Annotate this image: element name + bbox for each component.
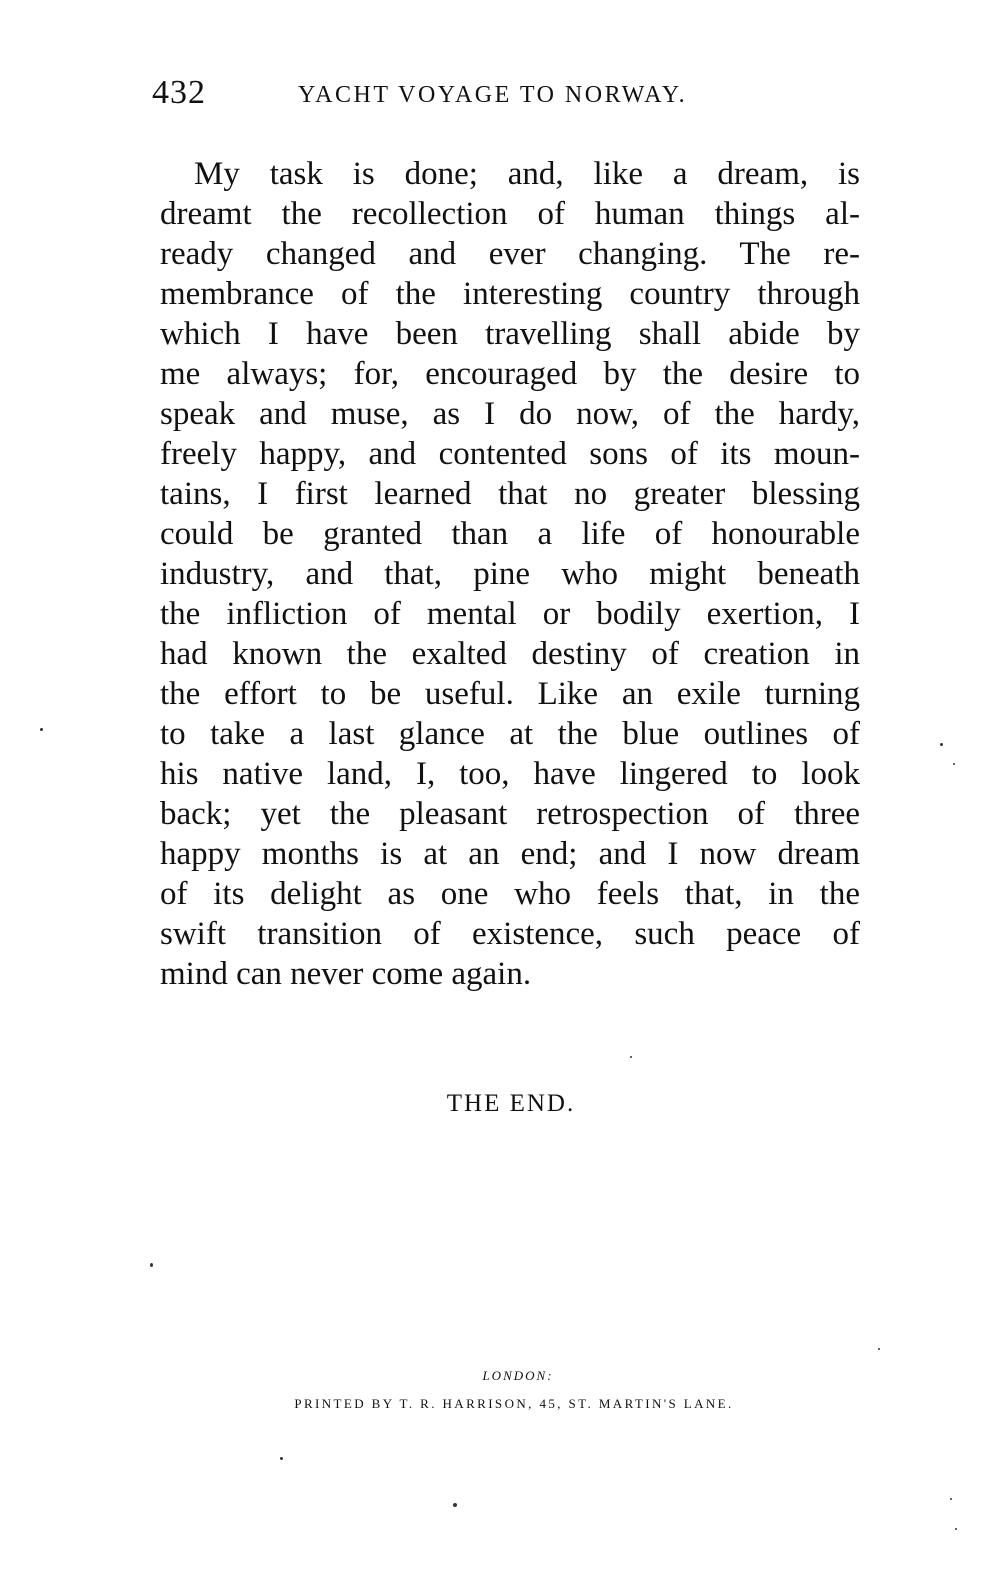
text-line: his native land, I, too, have lingered to look bbox=[160, 756, 860, 792]
scan-speck bbox=[40, 728, 43, 731]
text-line: could be granted than a life of honourable bbox=[160, 516, 860, 552]
scan-speck bbox=[630, 1056, 632, 1058]
text-line: My task is done; and, like a dream, is bbox=[194, 156, 860, 192]
scan-speck bbox=[280, 1457, 283, 1460]
text-line: membrance of the interesting country through bbox=[160, 276, 860, 312]
page-number: 432 bbox=[152, 74, 206, 111]
text-line: the effort to be useful. Like an exile turning bbox=[160, 676, 860, 712]
text-line: speak and muse, as I do now, of the hardy, bbox=[160, 396, 860, 432]
scan-speck bbox=[453, 1503, 457, 1507]
text-line: mind can never come again. bbox=[160, 956, 532, 992]
scan-speck bbox=[955, 1528, 957, 1530]
text-line: to take a last glance at the blue outlines of bbox=[160, 716, 860, 752]
scan-speck bbox=[940, 743, 943, 746]
text-line: swift transition of existence, such peace of bbox=[160, 916, 860, 952]
imprint-city: LONDON: bbox=[482, 1368, 554, 1383]
text-line: happy months is at an end; and I now dream bbox=[160, 836, 860, 872]
scan-speck bbox=[950, 1498, 952, 1500]
scan-speck bbox=[150, 1263, 153, 1267]
scan-speck bbox=[878, 1348, 880, 1350]
text-line: industry, and that, pine who might beneath bbox=[160, 556, 860, 592]
text-line: me always; for, encouraged by the desire to bbox=[160, 356, 860, 392]
running-title: YACHT VOYAGE TO NORWAY. bbox=[298, 82, 688, 108]
text-line: back; yet the pleasant retrospection of three bbox=[160, 796, 860, 832]
text-line: dreamt the recollection of human things al- bbox=[160, 196, 860, 232]
text-line: freely happy, and contented sons of its moun- bbox=[160, 436, 860, 472]
the-end-heading: THE END. bbox=[446, 1090, 576, 1117]
body-paragraph bbox=[160, 154, 860, 994]
text-line: which I have been travelling shall abide by bbox=[160, 316, 860, 352]
text-line: of its delight as one who feels that, in the bbox=[160, 876, 860, 912]
scan-speck bbox=[953, 763, 955, 765]
text-line: had known the exalted destiny of creation in bbox=[160, 636, 860, 672]
imprint-printer: PRINTED BY T. R. HARRISON, 45, ST. MARTIN'S LANE. bbox=[294, 1396, 734, 1411]
text-line: tains, I first learned that no greater blessing bbox=[160, 476, 860, 512]
text-line: the infliction of mental or bodily exertion, I bbox=[160, 596, 860, 632]
text-line: ready changed and ever changing. The re- bbox=[160, 236, 860, 272]
